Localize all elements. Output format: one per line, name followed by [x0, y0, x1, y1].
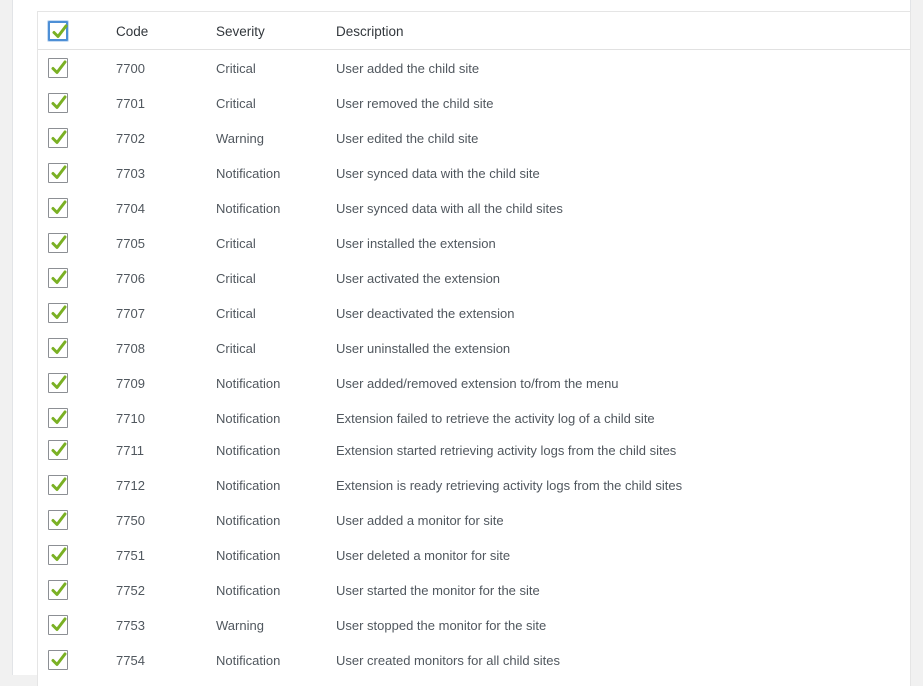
- row-checkbox[interactable]: [48, 373, 68, 393]
- column-header-severity[interactable]: Severity: [216, 23, 265, 39]
- row-severity: Warning: [216, 130, 264, 146]
- row-code: 7752: [116, 582, 145, 598]
- checkmark-icon: [50, 616, 68, 634]
- row-code: 7705: [116, 235, 145, 251]
- row-checkbox-cell: [48, 263, 68, 293]
- table-header: [38, 12, 910, 50]
- table-row: [38, 610, 910, 640]
- row-description: User stopped the monitor for the site: [336, 617, 547, 633]
- row-checkbox-cell: [48, 575, 68, 605]
- row-code: 7754: [116, 652, 145, 668]
- row-description: User created monitors for all child sites: [336, 652, 560, 668]
- row-checkbox[interactable]: [48, 615, 68, 635]
- checkmark-icon: [50, 511, 68, 529]
- row-severity: Critical: [216, 235, 256, 251]
- checkmark-icon: [50, 409, 68, 427]
- row-severity: Notification: [216, 442, 281, 458]
- row-checkbox[interactable]: [48, 198, 68, 218]
- row-severity: Notification: [216, 410, 281, 426]
- row-checkbox[interactable]: [48, 128, 68, 148]
- row-code: 7712: [116, 477, 145, 493]
- row-checkbox-cell: [48, 470, 68, 500]
- row-checkbox-cell: [48, 298, 68, 328]
- row-description: Extension started retrieving activity logs from the child sites: [336, 442, 677, 458]
- checkmark-icon: [50, 651, 68, 669]
- row-severity: Notification: [216, 200, 281, 216]
- row-code: 7750: [116, 512, 145, 528]
- row-code: 7753: [116, 617, 145, 633]
- row-code: 7706: [116, 270, 145, 286]
- row-severity: Warning: [216, 617, 264, 633]
- row-checkbox[interactable]: [48, 650, 68, 670]
- table-row: [38, 263, 910, 293]
- table-row: [38, 193, 910, 223]
- row-code: 7751: [116, 547, 145, 563]
- table-row: [38, 53, 910, 83]
- checkmark-icon: [50, 581, 68, 599]
- row-code: 7711: [116, 442, 144, 458]
- table-row: [38, 368, 910, 398]
- table-row: [38, 470, 910, 500]
- row-code: 7702: [116, 130, 145, 146]
- row-description: User removed the child site: [336, 95, 494, 111]
- checkmark-icon: [50, 476, 68, 494]
- row-severity: Critical: [216, 95, 256, 111]
- checkmark-icon: [50, 374, 68, 392]
- row-description: User activated the extension: [336, 270, 501, 286]
- row-severity: Notification: [216, 512, 281, 528]
- row-checkbox-cell: [48, 505, 68, 535]
- row-checkbox[interactable]: [48, 163, 68, 183]
- row-checkbox-cell: [48, 193, 68, 223]
- row-code: 7708: [116, 340, 145, 356]
- checkmark-icon: [50, 304, 68, 322]
- row-checkbox[interactable]: [48, 545, 68, 565]
- row-description: Extension is ready retrieving activity logs from the child sites: [336, 477, 683, 493]
- row-code: 7703: [116, 165, 145, 181]
- row-code: 7700: [116, 60, 145, 76]
- panel: [12, 0, 911, 675]
- table-row: [38, 403, 910, 433]
- row-checkbox-cell: [48, 88, 68, 118]
- table-row: [38, 645, 910, 675]
- row-code: 7704: [116, 200, 145, 216]
- row-code: 7701: [116, 95, 145, 111]
- row-checkbox[interactable]: [48, 408, 68, 428]
- checkmark-icon: [50, 339, 68, 357]
- row-checkbox-cell: [48, 540, 68, 570]
- row-checkbox[interactable]: [48, 268, 68, 288]
- row-checkbox[interactable]: [48, 440, 68, 460]
- row-description: User synced data with the child site: [336, 165, 540, 181]
- row-description: User deleted a monitor for site: [336, 547, 511, 563]
- row-description: User started the monitor for the site: [336, 582, 540, 598]
- row-description: User deactivated the extension: [336, 305, 515, 321]
- checkmark-icon: [51, 23, 69, 41]
- table-row: [38, 575, 910, 605]
- table-row: [38, 333, 910, 363]
- checkmark-icon: [50, 164, 68, 182]
- column-header-description[interactable]: Description: [336, 23, 404, 39]
- row-description: User synced data with all the child sites: [336, 200, 563, 216]
- row-severity: Notification: [216, 375, 281, 391]
- row-checkbox-cell: [48, 333, 68, 363]
- row-checkbox[interactable]: [48, 93, 68, 113]
- checkmark-icon: [50, 546, 68, 564]
- events-table: [37, 11, 911, 686]
- row-description: User uninstalled the extension: [336, 340, 511, 356]
- checkmark-icon: [50, 269, 68, 287]
- row-severity: Critical: [216, 340, 256, 356]
- row-description: Extension failed to retrieve the activity log of a child site: [336, 410, 655, 426]
- row-checkbox-cell: [48, 158, 68, 188]
- row-checkbox[interactable]: [48, 58, 68, 78]
- row-checkbox[interactable]: [48, 510, 68, 530]
- row-severity: Critical: [216, 60, 256, 76]
- row-code: 7710: [116, 410, 145, 426]
- checkmark-icon: [50, 234, 68, 252]
- row-severity: Notification: [216, 652, 281, 668]
- row-checkbox-cell: [48, 123, 68, 153]
- row-severity: Notification: [216, 165, 281, 181]
- row-checkbox[interactable]: [48, 233, 68, 253]
- row-code: 7707: [116, 305, 145, 321]
- row-checkbox-cell: [48, 645, 68, 675]
- table-row: [38, 505, 910, 535]
- checkmark-icon: [50, 129, 68, 147]
- row-checkbox[interactable]: [48, 580, 68, 600]
- row-checkbox[interactable]: [48, 303, 68, 323]
- row-description: User installed the extension: [336, 235, 496, 251]
- row-checkbox-cell: [48, 228, 68, 258]
- row-checkbox-cell: [48, 368, 68, 398]
- row-code: 7709: [116, 375, 145, 391]
- row-checkbox-cell: [48, 403, 68, 433]
- table-row: [38, 298, 910, 328]
- column-header-code[interactable]: Code: [116, 23, 149, 39]
- row-description: User added a monitor for site: [336, 512, 504, 528]
- row-checkbox-cell: [48, 610, 68, 640]
- row-description: User edited the child site: [336, 130, 479, 146]
- table-row: [38, 435, 910, 465]
- table-row: [38, 540, 910, 570]
- row-severity: Notification: [216, 477, 281, 493]
- row-severity: Critical: [216, 305, 256, 321]
- checkmark-icon: [50, 94, 68, 112]
- row-description: User added/removed extension to/from the menu: [336, 375, 619, 391]
- checkmark-icon: [50, 199, 68, 217]
- checkmark-icon: [50, 59, 68, 77]
- row-checkbox[interactable]: [48, 338, 68, 358]
- table-row: [38, 228, 910, 258]
- table-row: [38, 88, 910, 118]
- table-row: [38, 123, 910, 153]
- row-severity: Notification: [216, 582, 281, 598]
- row-description: User added the child site: [336, 60, 480, 76]
- table-row: [38, 158, 910, 188]
- row-checkbox[interactable]: [48, 475, 68, 495]
- select-all-cell: [48, 12, 68, 50]
- row-checkbox-cell: [48, 435, 68, 465]
- row-severity: Notification: [216, 547, 281, 563]
- row-checkbox-cell: [48, 53, 68, 83]
- select-all-checkbox[interactable]: [48, 21, 68, 41]
- row-severity: Critical: [216, 270, 256, 286]
- checkmark-icon: [50, 441, 68, 459]
